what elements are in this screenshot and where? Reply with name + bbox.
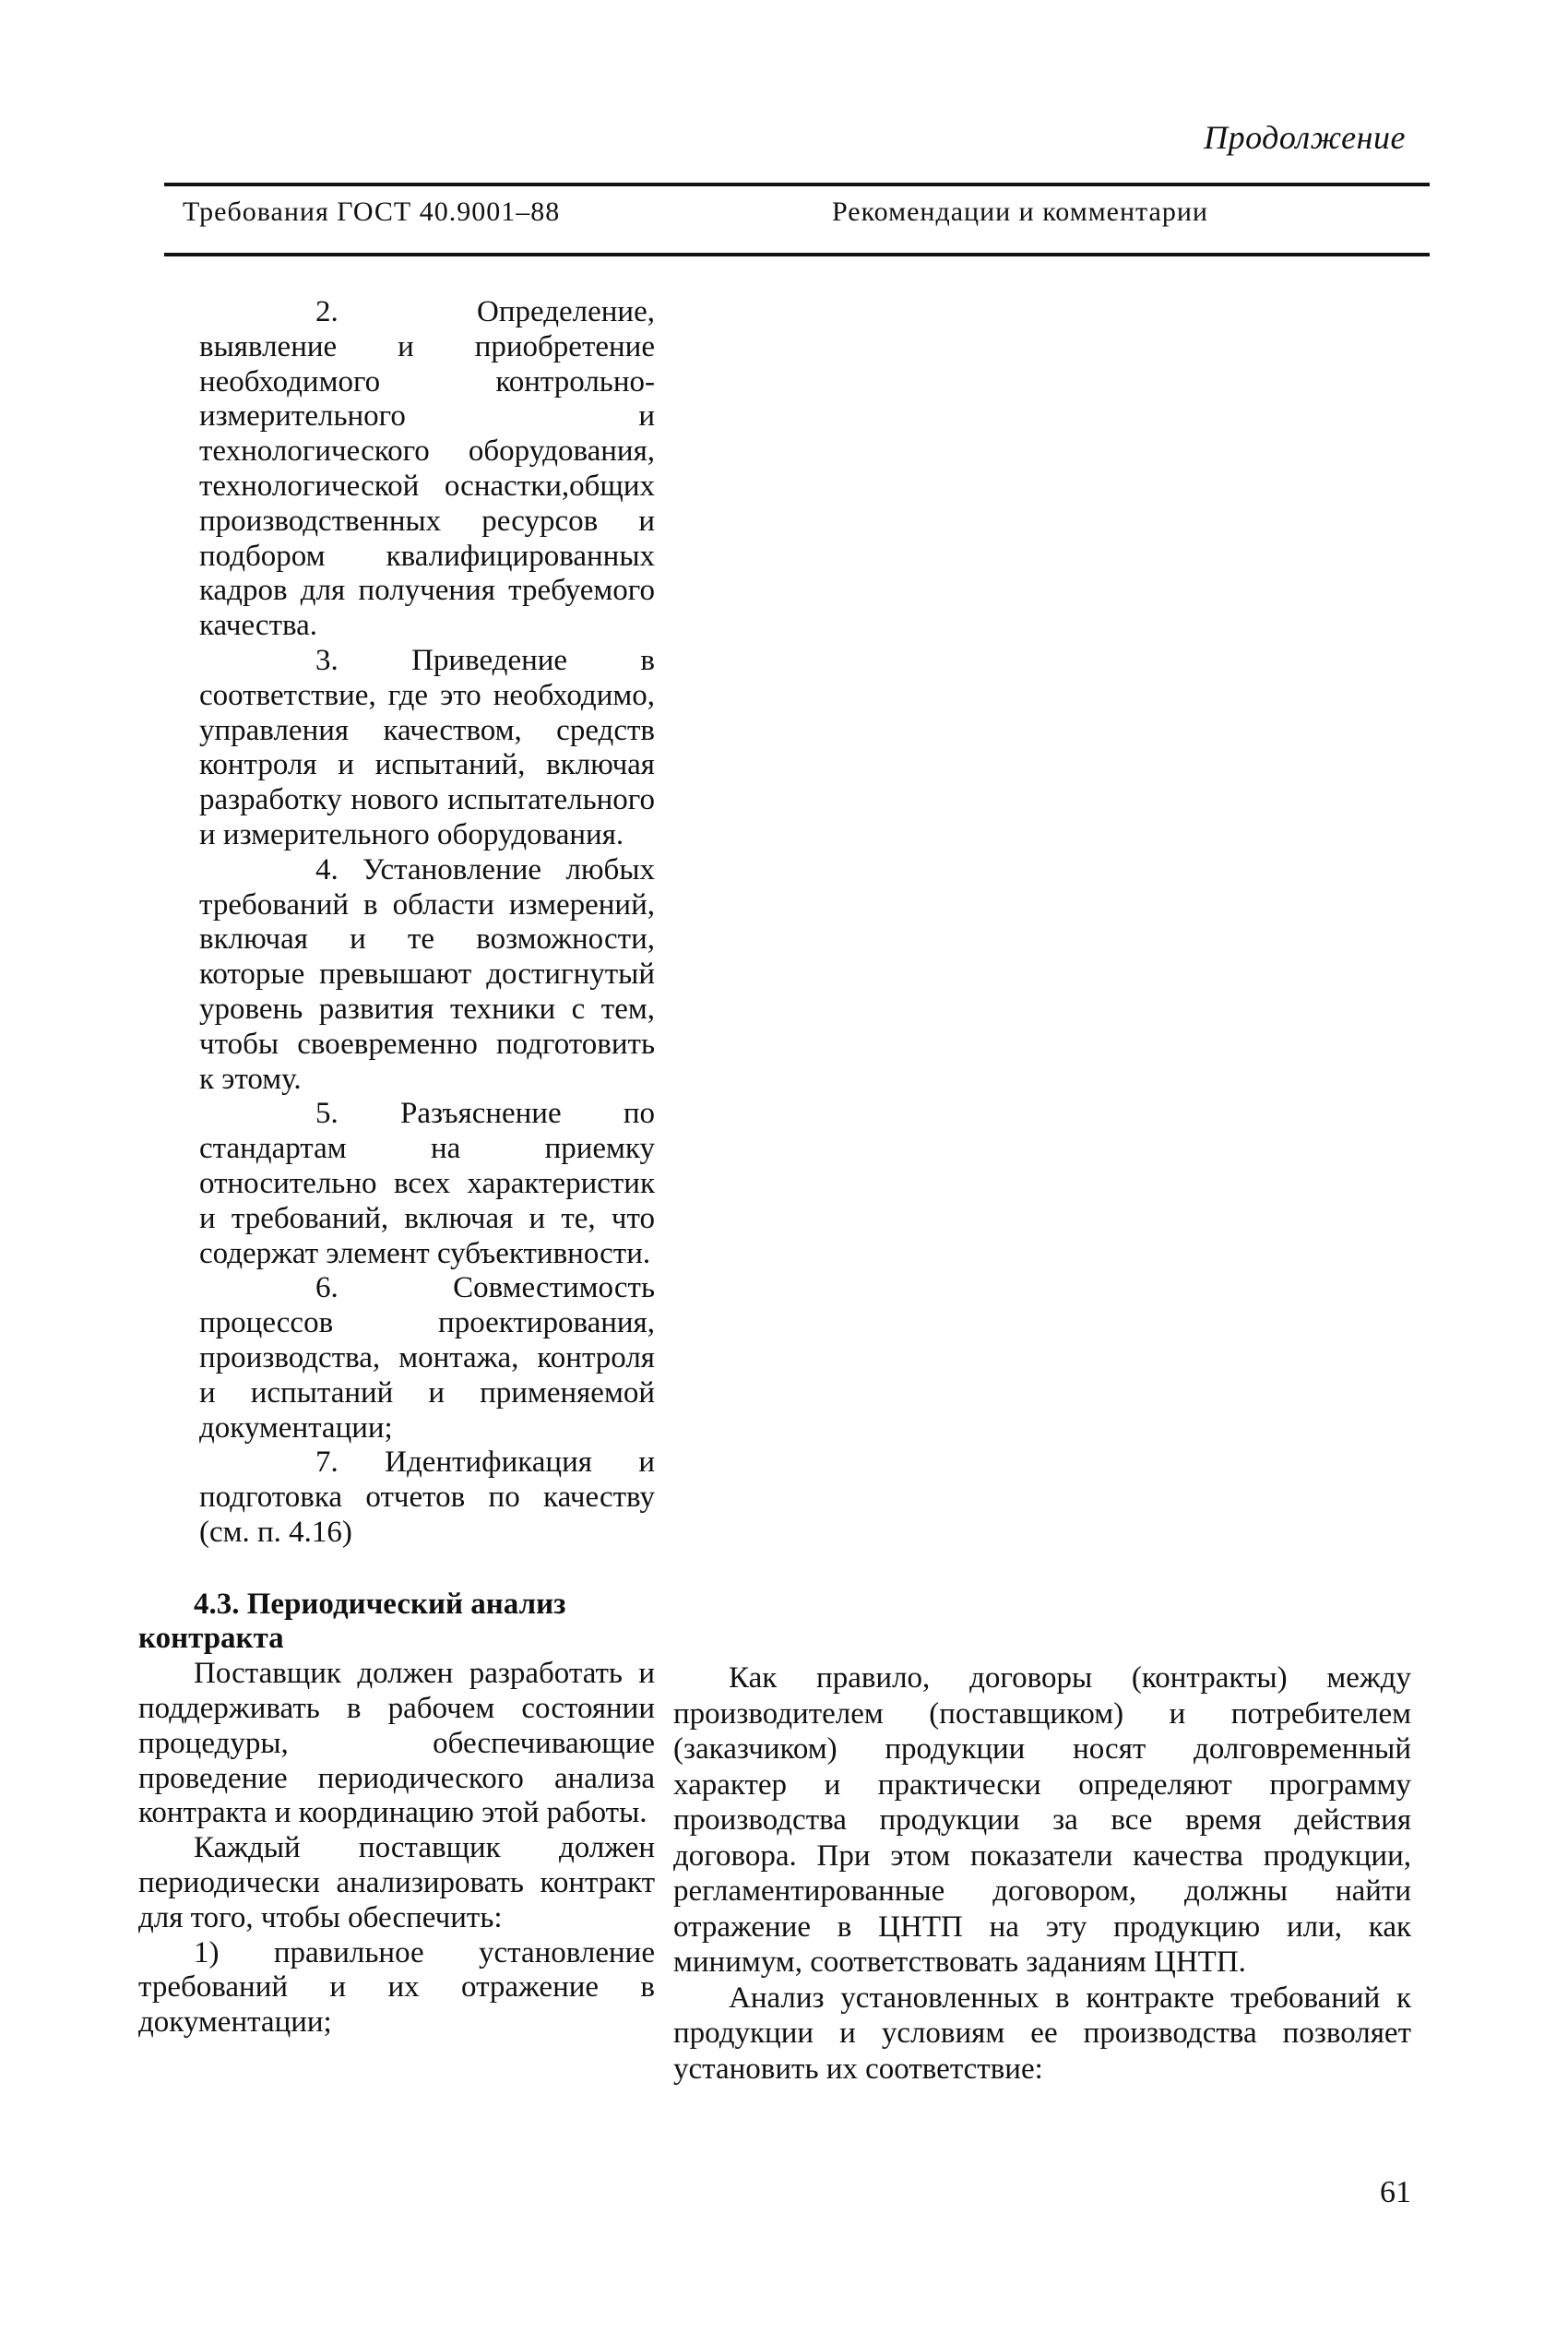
requirements-list [138, 295, 655, 1551]
requirement-item-2: 2. Определение, выявление и приобретение необходимого контрольно-измерительного и технологического оборудования, технологической оснастки,общих производственных ресурсов и подбором квалифицированных кадров для получения требуемого качества. [199, 295, 655, 643]
table-header-bottom-rule [164, 253, 1430, 256]
right-column-title: Рекомендации и комментарии [832, 196, 1208, 227]
requirement-item-7: 7. Идентификация и подготовка отчетов по качеству (см. п. 4.16) [199, 1446, 655, 1549]
section-paragraph-1: Поставщик должен разработать и поддерживать в рабочем состоянии процедуры, обеспечивающие проведение периодического анализа контракта и координацию этой работы. [138, 1657, 655, 1830]
comment-paragraph-1: Как правило, договоры (контракты) между производителем (поставщиком) и потребителем (заказчиком) продукции носят долговременный характер и практически определяют программу производства продукции за все время действия договора. При этом показатели качества продукции, регламентированные договором, должны найти отражение в ЦНТП на эту продукцию или, как минимум, соответствовать заданиям ЦНТП. [673, 1661, 1411, 1979]
table-header-top-rule [164, 183, 1430, 186]
requirement-item-4: 4. Установление любых требований в области измерений, включая и те возможности, которые превышают достигнутый уровень развития техники с тем, чтобы своевременно подготовить к этому. [199, 852, 655, 1096]
section-title: 4.3. Периодический анализ контракта [138, 1587, 566, 1656]
continuation-label: Продолжение [1204, 119, 1406, 156]
page-number: 61 [1380, 2175, 1411, 2209]
requirement-item-6: 6. Совместимость процессов проектирования, производства, монтажа, контроля и испытаний и применяемой документации; [199, 1271, 655, 1445]
section-body [138, 1657, 655, 2040]
left-column-title: Требования ГОСТ 40.9001–88 [183, 196, 561, 227]
left-column [138, 295, 655, 2040]
right-column [673, 1660, 1411, 2087]
requirement-item-3: 3. Приведение в соответствие, где это необходимо, управления качеством, средств контроля и испытаний, включая разработку нового испытательного и измерительного оборудования. [199, 643, 655, 851]
section-paragraph-2: Каждый поставщик должен периодически анализировать контракт для того, чтобы обеспечить: [138, 1831, 655, 1934]
section-paragraph-3: 1) правильное установление требований и их отражение в документации; [138, 1935, 655, 2040]
requirement-item-5: 5. Разъяснение по стандартам на приемку относительно всех характеристик и требований, включая и те, что содержат элемент субъективности. [199, 1097, 655, 1270]
comment-paragraph-2: Анализ установленных в контракте требований к продукции и условиям ее производства позволяет установить их соответствие: [673, 1981, 1411, 2086]
